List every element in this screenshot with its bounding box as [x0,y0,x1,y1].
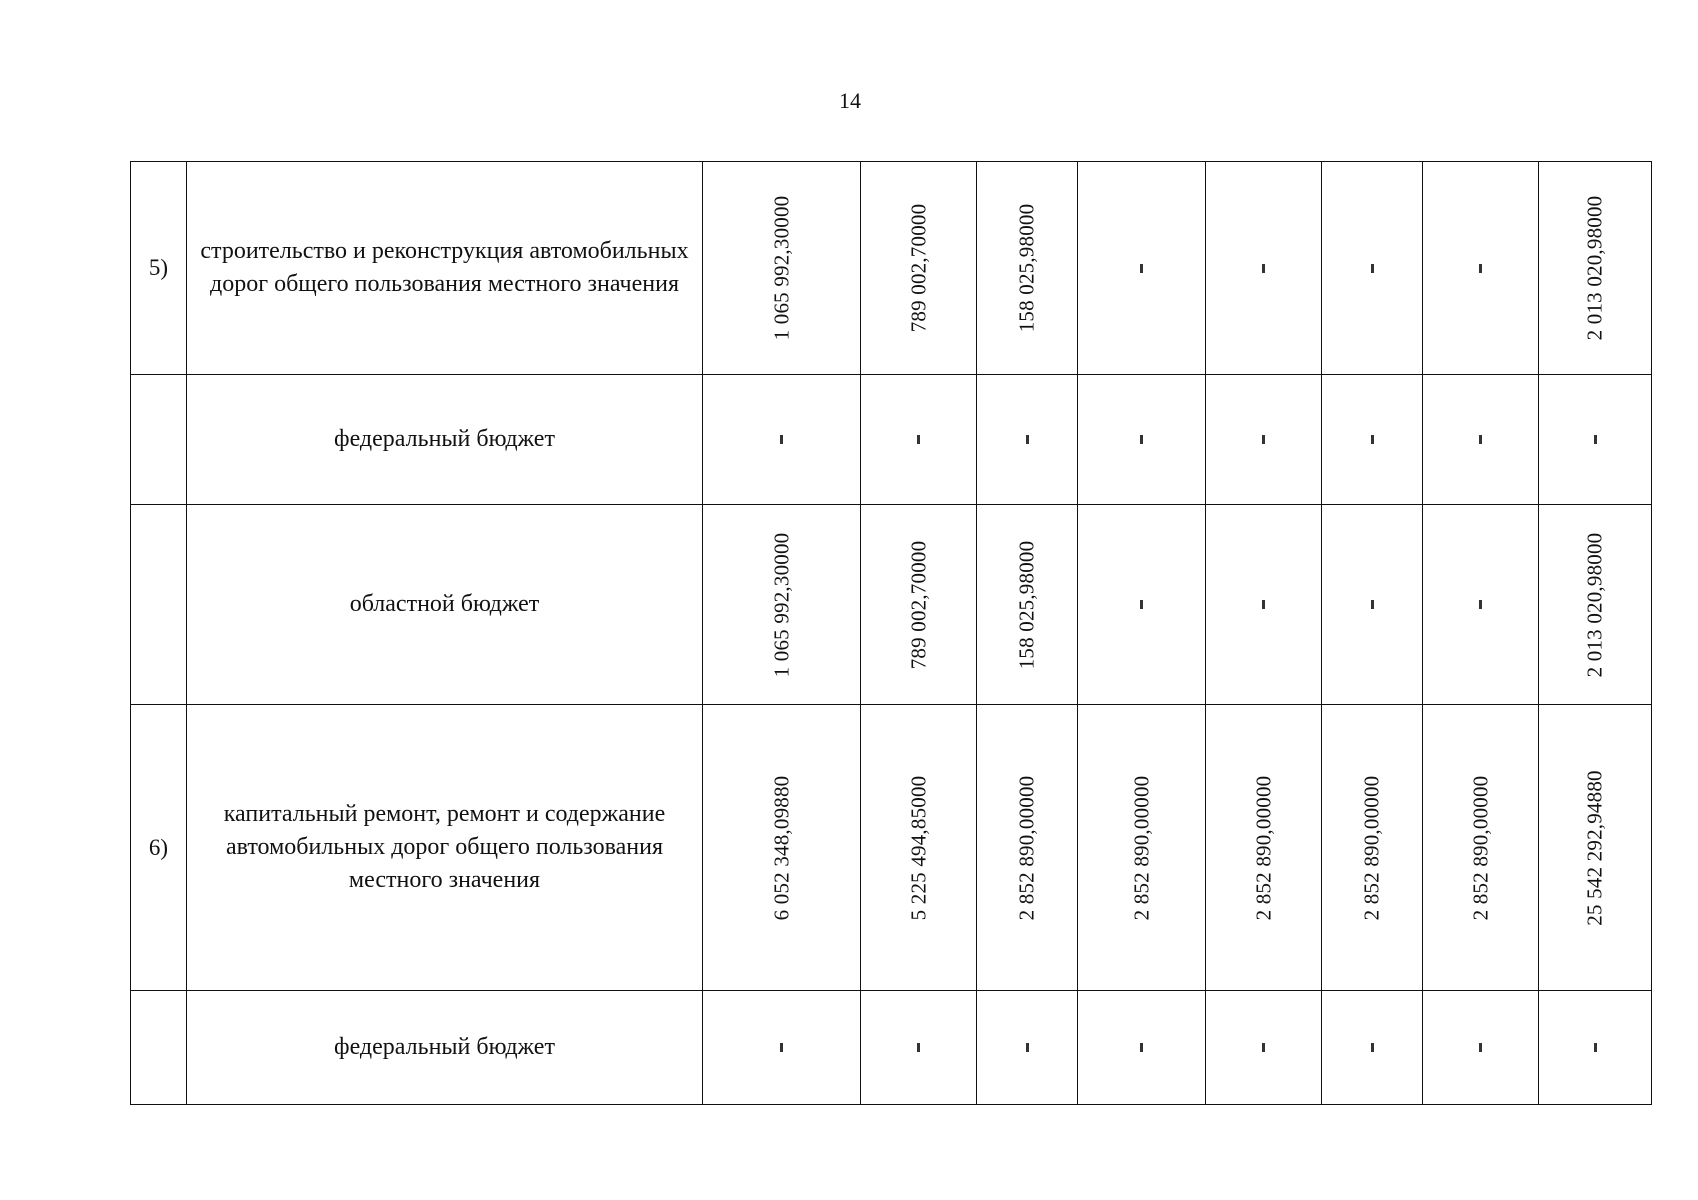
value-cell [1078,991,1206,1105]
empty-value-dash [1594,435,1597,444]
value-text: 2 852 890,00000 [1129,775,1153,920]
row-name-cell: федеральный бюджет [187,991,703,1105]
table-row [131,162,1652,375]
value-cell [1423,162,1539,375]
empty-value-dash [1262,600,1265,609]
value-cell [1078,375,1206,505]
value-text: 25 542 292,94880 [1582,769,1607,926]
value-cell [703,505,861,705]
empty-value-dash [1140,264,1143,273]
value-text: 158 025,98000 [1014,540,1039,669]
value-cell [1423,375,1539,505]
value-cell [1206,991,1322,1105]
value-cell [977,375,1078,505]
value-cell [861,375,977,505]
value-text: 5 225 494,85000 [906,775,930,920]
empty-value-dash [780,1043,783,1052]
value-cell [977,991,1078,1105]
value-text: 789 002,70000 [906,203,930,333]
row-name-cell: строительство и реконструкция автомобильных дорог общего пользования местного значения [187,162,703,375]
row-number-cell: 5) [131,162,187,375]
budget-table [130,161,1652,1105]
empty-value-dash [1594,1043,1597,1052]
empty-value-dash [1140,600,1143,609]
value-cell [861,991,977,1105]
table-row [131,505,1652,705]
value-text: 1 065 992,30000 [769,195,793,341]
value-cell [1206,162,1322,375]
value-text: 158 025,98000 [1014,203,1039,333]
row-number-cell [131,375,187,505]
value-cell [861,162,977,375]
value-cell [1206,375,1322,505]
value-cell [1322,991,1423,1105]
table-row [131,991,1652,1105]
empty-value-dash [1262,264,1265,273]
value-cell [1539,375,1652,505]
value-text: 6 052 348,09880 [769,775,793,920]
value-cell [1423,505,1539,705]
value-text: 2 852 890,00000 [1014,775,1039,920]
empty-value-dash [1371,264,1374,273]
value-cell [1078,505,1206,705]
value-text: 2 852 890,00000 [1359,775,1384,920]
value-cell [977,162,1078,375]
value-cell [1322,375,1423,505]
value-cell [1539,991,1652,1105]
value-cell [703,705,861,991]
empty-value-dash [1026,1043,1029,1052]
empty-value-dash [1479,600,1482,609]
value-cell [703,375,861,505]
table-row [131,705,1652,991]
value-cell [861,705,977,991]
empty-value-dash [1479,264,1482,273]
empty-value-dash [780,435,783,444]
value-cell [1539,162,1652,375]
row-number-cell: 6) [131,705,187,991]
page-number: 14 [839,88,861,113]
row-number-cell [131,505,187,705]
empty-value-dash [1140,435,1143,444]
value-cell [703,162,861,375]
empty-value-dash [1140,1043,1143,1052]
row-name-cell: федеральный бюджет [187,375,703,505]
value-cell [703,991,861,1105]
empty-value-dash [1371,1043,1374,1052]
value-cell [977,505,1078,705]
row-number-cell [131,991,187,1105]
value-text: 2 013 020,98000 [1582,532,1607,677]
row-name-cell: областной бюджет [187,505,703,705]
value-cell [1206,705,1322,991]
row-name-cell: капитальный ремонт, ремонт и содержание автомобильных дорог общего пользования местного значения [187,705,703,991]
value-cell [1078,705,1206,991]
empty-value-dash [1262,435,1265,444]
value-text: 789 002,70000 [906,540,930,669]
value-cell [1206,505,1322,705]
value-text: 1 065 992,30000 [769,532,793,677]
value-cell [1322,705,1423,991]
value-cell [1322,162,1423,375]
empty-value-dash [1262,1043,1265,1052]
empty-value-dash [917,1043,920,1052]
empty-value-dash [1479,1043,1482,1052]
empty-value-dash [917,435,920,444]
value-text: 2 852 890,00000 [1468,775,1492,920]
value-cell [1322,505,1423,705]
empty-value-dash [1371,600,1374,609]
table-row [131,375,1652,505]
value-cell [1539,505,1652,705]
value-cell [1539,705,1652,991]
value-cell [861,505,977,705]
value-cell [977,705,1078,991]
value-text: 2 013 020,98000 [1582,195,1607,341]
value-cell [1423,705,1539,991]
empty-value-dash [1479,435,1482,444]
empty-value-dash [1371,435,1374,444]
value-cell [1423,991,1539,1105]
empty-value-dash [1026,435,1029,444]
value-text: 2 852 890,00000 [1251,775,1275,920]
value-cell [1078,162,1206,375]
